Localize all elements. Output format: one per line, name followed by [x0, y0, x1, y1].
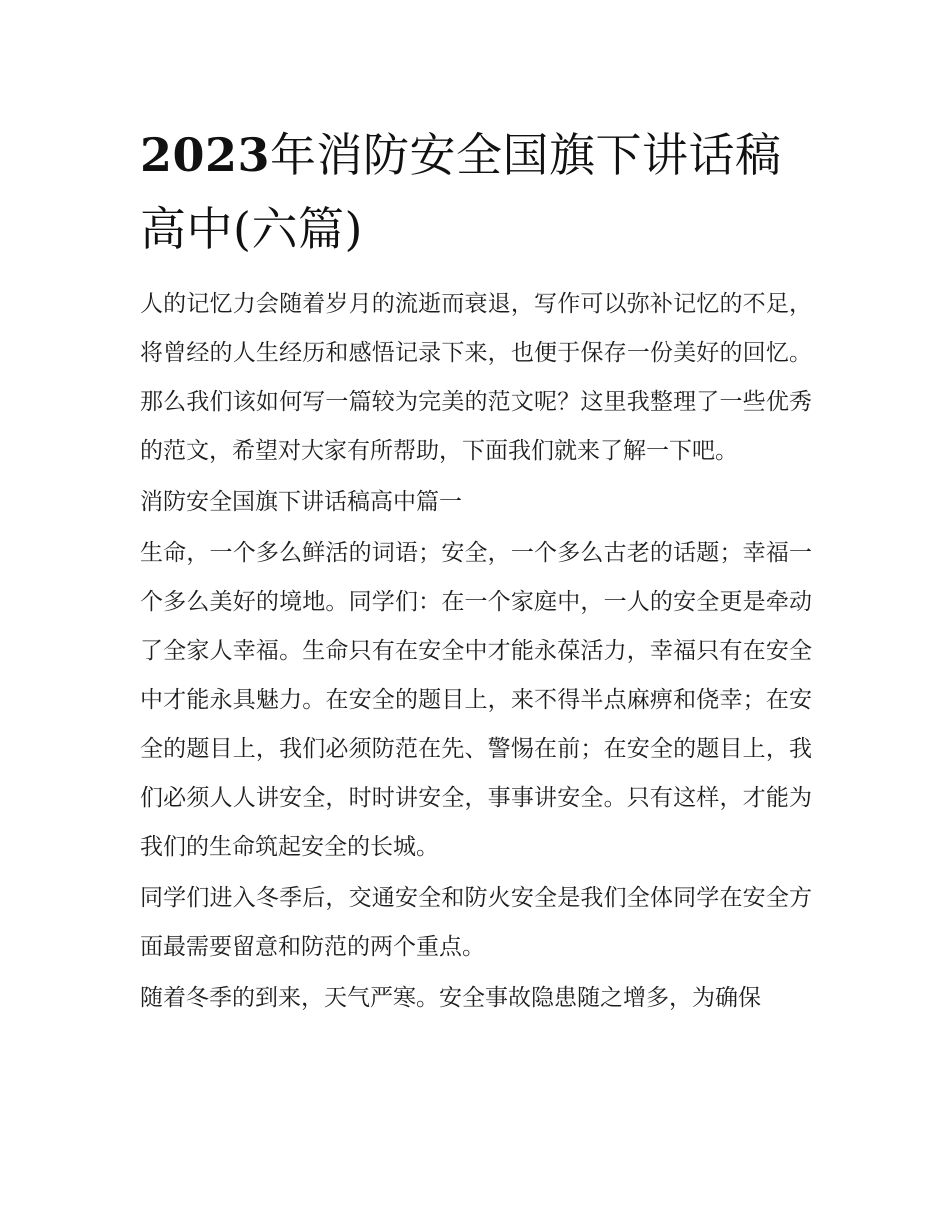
title-year: 2023	[140, 128, 271, 182]
body-paragraph-2: 同学们进入冬季后，交通安全和防火安全是我们全体同学在安全方面最需要留意和防范的两个重点。	[140, 885, 812, 960]
title-line-2: 高中(六篇)	[140, 202, 363, 256]
section-heading-1: 消防安全国旗下讲话稿高中篇一	[140, 489, 462, 515]
title-line-1	[140, 118, 812, 192]
intro-paragraph: 人的记忆力会随着岁月的流逝而衰退，写作可以弥补记忆的不足，将曾经的人生经历和感悟记录下来，也便于保存一份美好的回忆。那么我们该如何写一篇较为完美的范文呢？这里我整理了一些优秀的范文，希望对大家有所帮助，下面我们就来了解一下吧。	[140, 291, 812, 464]
body-paragraph-3: 随着冬季的到来，天气严寒。安全事故隐患随之增多，为确保	[140, 985, 761, 1011]
document-title	[140, 118, 812, 266]
title-line-1-text: 年消防安全国旗下讲话稿	[270, 128, 782, 182]
document-body	[140, 118, 812, 1023]
body-paragraph-1: 生命，一个多么鲜活的词语；安全，一个多么古老的话题；幸福一个多么美好的境地。同学们：在一个家庭中，一人的安全更是牵动了全家人幸福。生命只有在安全中才能永葆活力，幸福只有在安全中才能永具魅力。在安全的题目上，来不得半点麻痹和侥幸；在安全的题目上，我们必须防范在先、警惕在前；在安全的题目上，我们必须人人讲安全，时时讲安全，事事讲安全。只有这样，才能为我们的生命筑起安全的长城。	[140, 540, 812, 860]
